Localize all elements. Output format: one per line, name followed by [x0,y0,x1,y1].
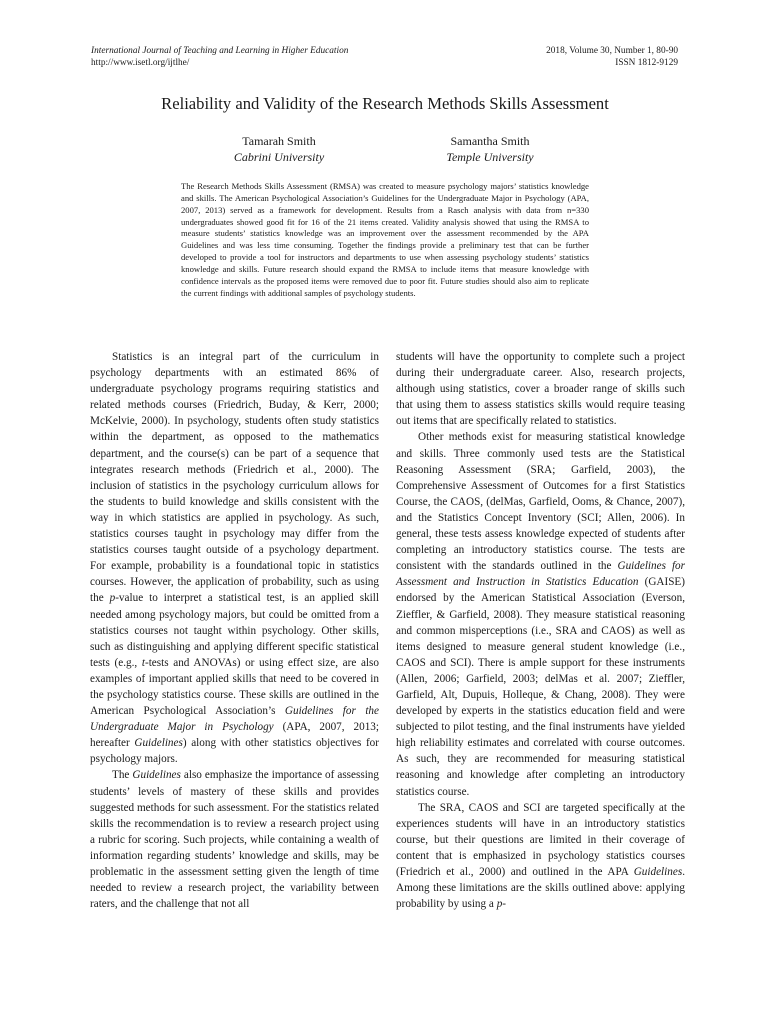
running-header-right [546,45,678,69]
body-column-right [396,349,685,912]
body-paragraph: students will have the opportunity to complete such a project during their undergraduate career. Also, research projects, although using statistics, cover a broader range of skills such that using them to assess statistics skills would require teasing out items that are specifically related to statistics. [396,351,685,428]
body-paragraph: Statistics is an integral part of the curriculum in psychology departments with an estimated 86% of undergraduate psychology programs requiring statistics and related methods courses (Friedrich, Buday, & Kerr, 2000; McKelvie, 2000). In psychology, students often study statistics within the department, as opposed to the mathematics department, and the course(s) can be part of a sequence that integrates research methods (Friedrich et al., 2000). The inclusion of statistics in the psychology curriculum allows for the students to build knowledge and skills consistent with the way in which statistics are applied in psychology. As such, statistics courses taught in psychology may differ from the statistics courses taught outside of a psychology department. For example, probability is a foundational topic in statistics courses. However, the application of probability, such as using the p-value to interpret a statistical test, is an applied skill needed among psychology majors, but could be omitted from a statistics courses not taught within psychology. Other skills, such as distinguishing and applying different specific statistical tests (e.g., t-tests and ANOVAs) or using effect size, are also examples of important applied skills that need to be covered in the psychology statistics course. These skills are outlined in the American Psychological Association’s Guidelines for the Undergraduate Major in Psychology (APA, 2007, 2013; hereafter Guidelines) along with other statistics objectives for psychology majors. [90,351,379,766]
paper-title: Reliability and Validity of the Research Methods Skills Assessment [161,94,609,113]
author-affiliation: Cabrini University [233,150,325,164]
body-paragraph: The SRA, CAOS and SCI are targeted specifically at the experiences students will have in an introductory statistics course, but their questions are limited in their coverage of content that is emphasized in psychology statistics courses (Friedrich et al., 2000) and outlined in the APA Guidelines. Among these limitations are the skills outlined above: applying probability by using a p- [396,801,685,911]
issn: ISSN 1812-9129 [615,58,678,68]
author-block [199,133,359,165]
author-block [410,133,570,165]
body-paragraph: The Guidelines also emphasize the importance of assessing students’ levels of mastery of these skills and provides suggested methods for such assessment. For the statistics related skills the recommendation is to review a research project using a rubric for scoring. Such projects, while containing a wealth of information regarding students’ knowledge and skills, may be problematic in the assessment setting given the length of time needed to review a research project, the variability between raters, and the challenge that not all [90,769,379,911]
author-affiliation: Temple University [446,150,534,164]
journal-url[interactable]: http://www.isetl.org/ijtlhe/ [91,58,190,68]
author-name: Samantha Smith [450,134,530,148]
running-header-left [91,45,348,69]
abstract [181,181,589,299]
volume-info: 2018, Volume 30, Number 1, 80-90 [546,46,678,56]
abstract-text: The Research Methods Skills Assessment (RMSA) was created to measure psychology majors’ statistics knowledge and skills. The American Psychological Association’s Guidelines for the Undergraduate Major in Psychology (APA, 2007, 2013) served as a framework for development. Results from a Rasch analysis with data from n=330 undergraduates showed good fit for 16 of the 21 items created. Validity analysis showed that using the RMSA to measure students’ statistics knowledge was an improvement over the assessment recommended by the APA Guidelines and was less time consuming. Together the findings provide a preliminary test that can be further developed to provide a tool for instructors and departments to use when assessing psychology students’ statistics knowledge and skills. Future research should expand the RMSA to include items that measure knowledge with confidence intervals as the proposed items were removed due to poor fit. Future studies should also aim to replicate the current findings with additional samples of psychology students. [181,181,589,298]
body-paragraph: Other methods exist for measuring statistical knowledge and skills. Three commonly used tests are the Statistical Reasoning Assessment (SRA; Garfield, 2003), the Comprehensive Assessment of Outcomes for a first Statistics Course, the CAOS, (delMas, Garfield, Ooms, & Chance, 2007), and the Statistics Concept Inventory (SCI; Allen, 2006). In general, these tests assess knowledge expected of students after completing an introductory statistics course. The tests are consistent with the standards outlined in the Guidelines for Assessment and Instruction in Statistics Education (GAISE) endorsed by the American Statistical Association (Everson, Zieffler, & Garfield, 2008). They measure statistical reasoning and common misperceptions (i.e., SRA and CAOS) as well as items designed to measure general student knowledge (i.e., CAOS and SCI). There is ample support for these instruments (Allen, 2006; Garfield, 2003; delMas et al. 2007; Zieffler, Garfield, Alt, Dupuis, Holleque, & Chang, 2008). They were developed by experts in the statistics education field and were subjected to pilot testing, and the final instruments have yielded high reliability estimates and correlated with course outcomes. As such, they are recommended for measuring statistical reasoning and knowledge after completing an introductory statistics course. [396,431,685,798]
journal-name: International Journal of Teaching and Learning in Higher Education [91,46,349,56]
author-name: Tamarah Smith [242,134,316,148]
body-column-left [90,349,379,912]
